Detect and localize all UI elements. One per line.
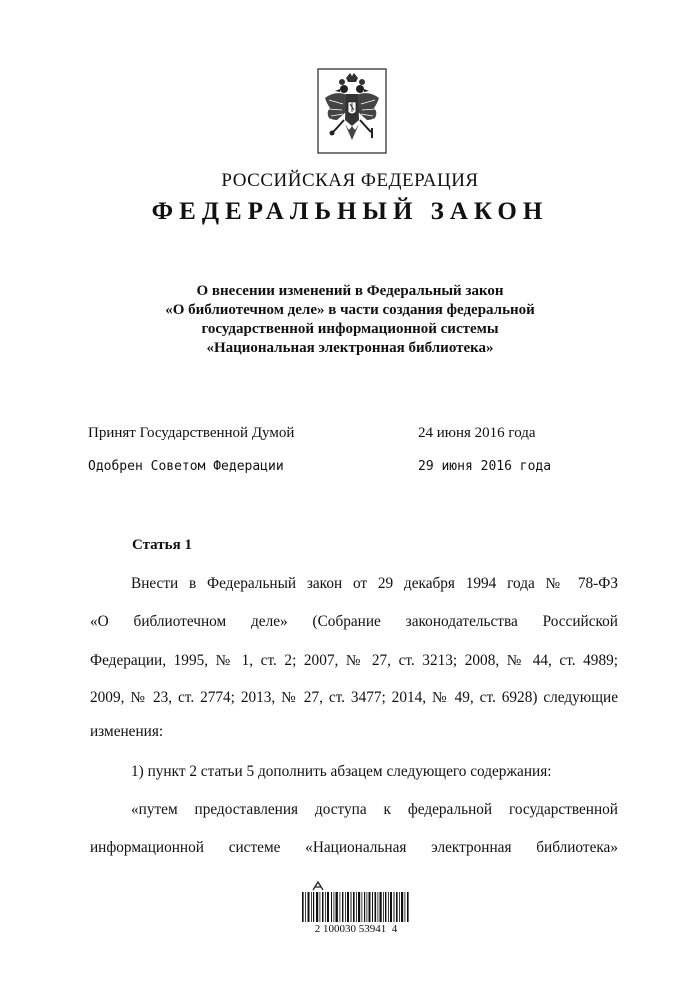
adoption-duma-label: Принят Государственной Думой (88, 425, 295, 441)
barcode-number: 2 100030 53941 4 (314, 923, 398, 935)
article-text-line: 2009, № 23, ст. 2774; 2013, № 27, ст. 3477; 2014, № 49, ст. 6928) следующие (90, 689, 618, 706)
barcode-icon (300, 892, 412, 922)
law-subject (110, 282, 590, 358)
article-text-line: изменения: (90, 723, 164, 740)
article-text-line: Федерации, 1995, № 1, ст. 2; 2007, № 27, ст. 3213; 2008, № 44, ст. 4989; (90, 652, 618, 669)
country-title: РОССИЙСКАЯ ФЕДЕРАЦИЯ (221, 170, 479, 191)
adoption-council-date: 29 июня 2016 года (418, 459, 552, 474)
adoption-duma-date: 24 июня 2016 года (418, 425, 536, 441)
article-text-line: 1) пункт 2 статьи 5 дополнить абзацем следующего содержания: (131, 763, 552, 780)
document-type-title: ФЕДЕРАЛЬНЫЙ ЗАКОН (151, 198, 549, 225)
article-title: Статья 1 (132, 537, 192, 553)
subject-line: государственной информационной системы (201, 321, 499, 337)
stamp-mark-icon (311, 880, 325, 892)
article-text-line: информационной системе «Национальная электронная библиотека» (90, 839, 618, 856)
article-text-line: «путем предоставления доступа к федеральной государственной (131, 801, 618, 818)
subject-line: «О библиотечном деле» в части создания федеральной (165, 302, 535, 318)
subject-line: «Национальная электронная библиотека» (206, 340, 494, 356)
subject-line: О внесении изменений в Федеральный закон (196, 283, 504, 299)
article-text-line: «О библиотечном деле» (Собрание законодательства Российской (90, 613, 618, 630)
document-barcode (300, 880, 412, 940)
article-text-line: Внести в Федеральный закон от 29 декабря 1994 года № 78-ФЗ (131, 575, 618, 592)
adoption-council-label: Одобрен Советом Федерации (88, 459, 284, 474)
coat-of-arms-icon (317, 68, 387, 154)
